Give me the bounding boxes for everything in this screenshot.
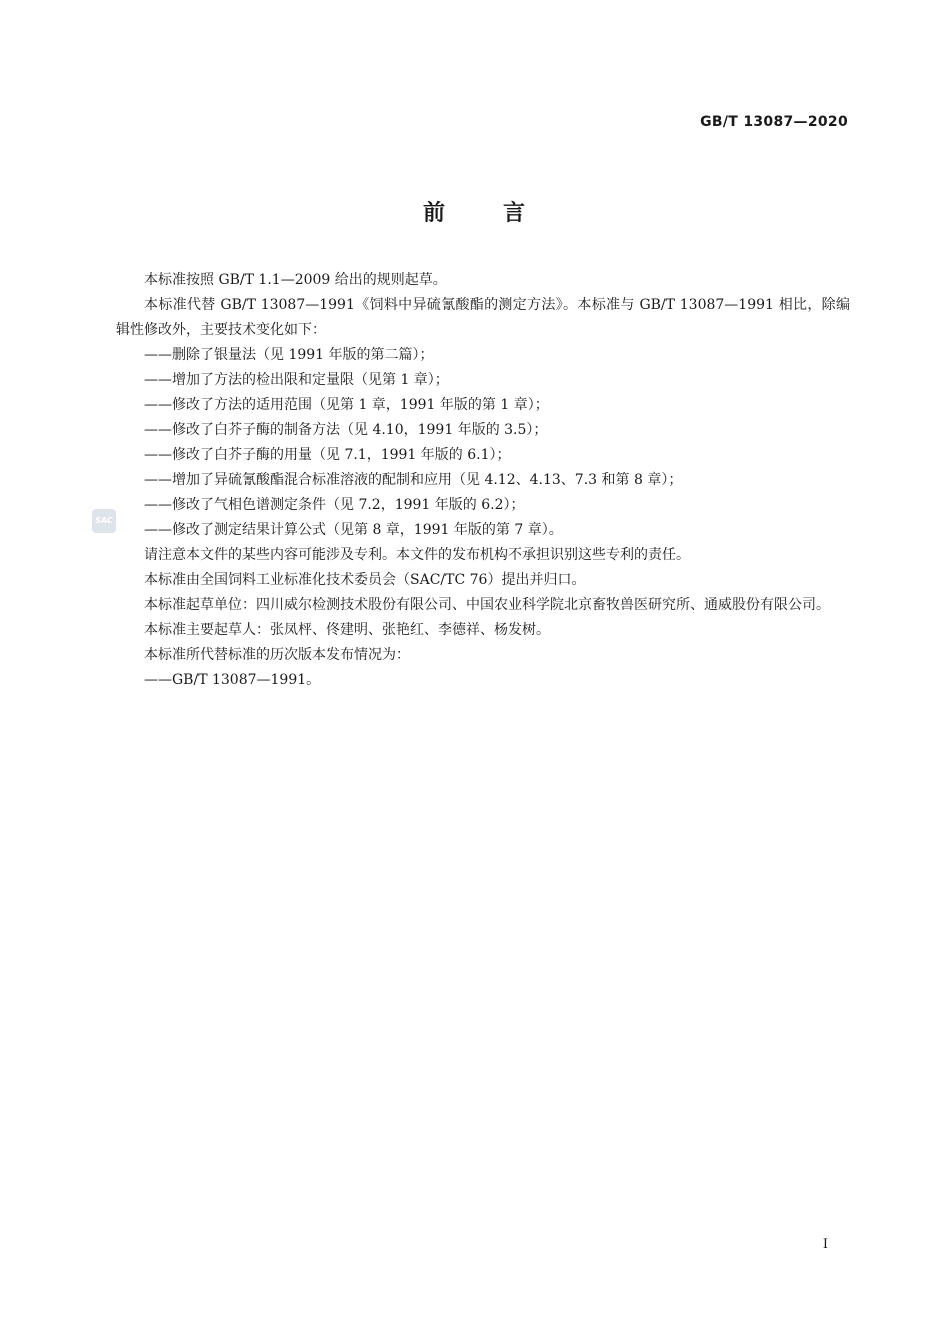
change-item: ——删除了银量法（见 1991 年版的第二篇）；: [144, 347, 434, 363]
paragraph-replacement: 本标准代替 GB/T 13087—1991《饲料中异硫氰酸酯的测定方法》。本标准与 GB/T 13087—1991 相比，除编辑性修改外，主要技术变化如下：: [116, 297, 850, 338]
change-item: ——修改了方法的适用范围（见第 1 章，1991 年版的第 1 章）；: [144, 397, 549, 413]
paragraph-drafters: 本标准主要起草人：张凤枰、佟建明、张艳红、李德祥、杨发树。: [144, 622, 550, 638]
change-item: ——修改了白芥子酶的用量（见 7.1，1991 年版的 6.1）；: [144, 447, 511, 463]
paragraph-history-intro: 本标准所代替标准的历次版本发布情况为：: [144, 647, 410, 663]
sac-watermark-logo: SAC: [92, 509, 116, 533]
change-item: ——修改了白芥子酶的制备方法（见 4.10，1991 年版的 3.5）；: [144, 422, 548, 438]
paragraph-patent-notice: 请注意本文件的某些内容可能涉及专利。本文件的发布机构不承担识别这些专利的责任。: [144, 547, 690, 563]
history-item: ——GB/T 13087—1991。: [144, 672, 321, 688]
paragraph-drafting-rules: 本标准按照 GB/T 1.1—2009 给出的规则起草。: [144, 272, 447, 288]
title-char-2: 言: [503, 201, 528, 226]
page-title: [0, 196, 950, 227]
standard-code: GB/T 13087—2020: [700, 114, 848, 130]
change-item: ——修改了气相色谱测定条件（见 7.2，1991 年版的 6.2）；: [144, 497, 525, 513]
paragraph-proposer: 本标准由全国饲料工业标准化技术委员会（SAC/TC 76）提出并归口。: [144, 572, 586, 588]
paragraph-drafting-units: 本标准起草单位：四川威尔检测技术股份有限公司、中国农业科学院北京畜牧兽医研究所、通威股份有限公司。: [144, 597, 830, 613]
title-char-1: 前: [422, 201, 447, 226]
page-number: I: [822, 1237, 828, 1252]
change-item: ——增加了方法的检出限和定量限（见第 1 章）；: [144, 372, 449, 388]
foreword-body: [116, 268, 850, 693]
change-item: ——修改了测定结果计算公式（见第 8 章，1991 年版的第 7 章）。: [144, 522, 563, 538]
change-item: ——增加了异硫氰酸酯混合标准溶液的配制和应用（见 4.12、4.13、7.3 和第 8 章）；: [144, 472, 683, 488]
